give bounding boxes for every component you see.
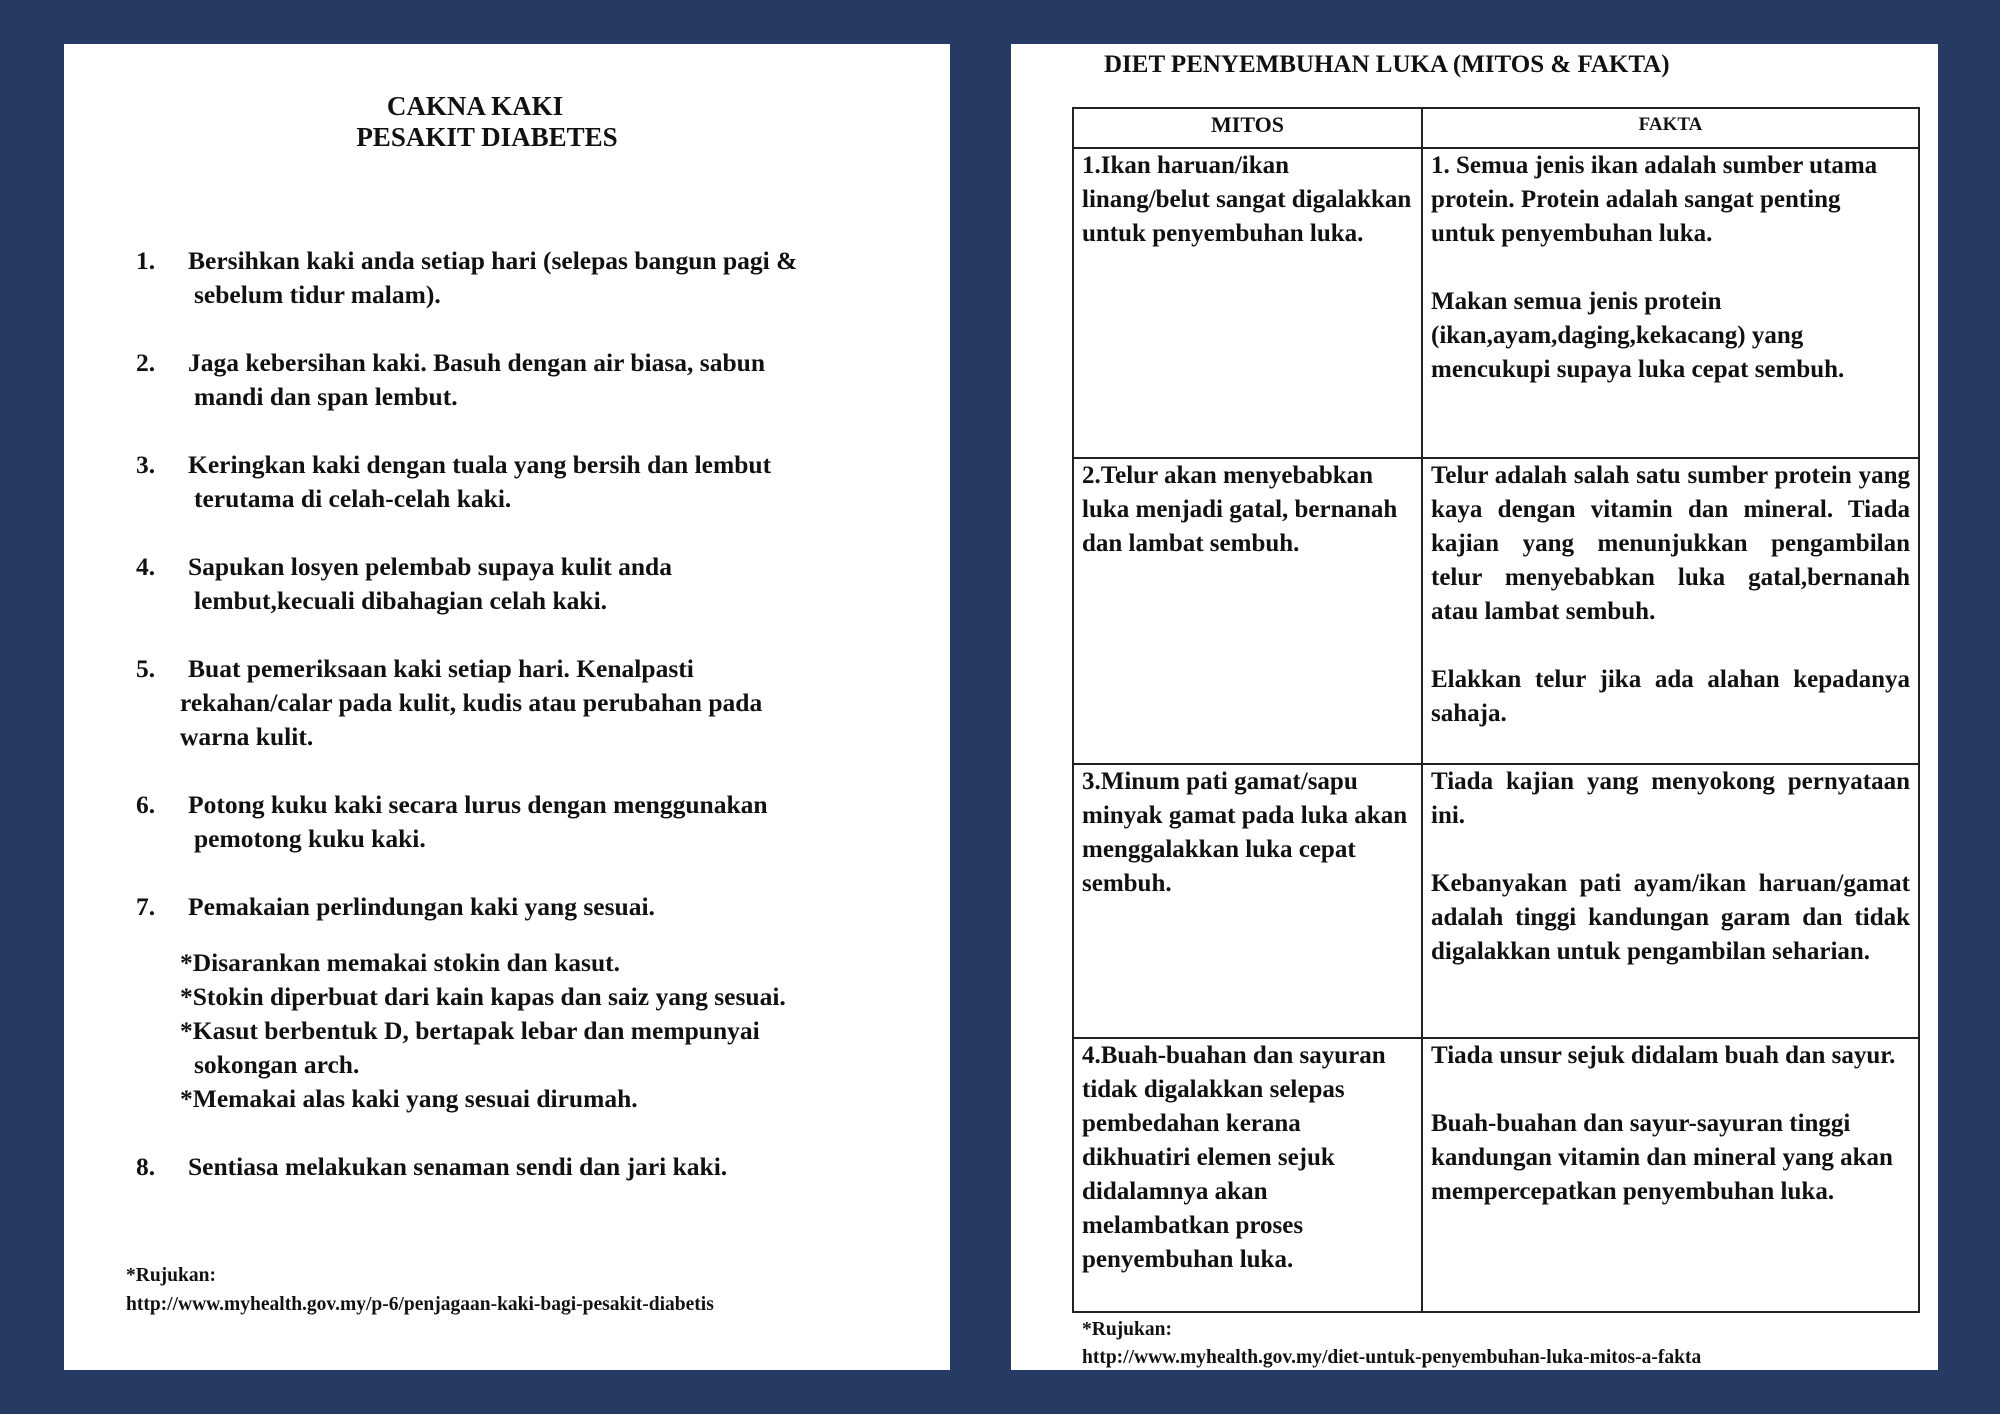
list-item-text-cont: pemotong kuku kaki.: [194, 824, 426, 853]
list-item: [136, 346, 926, 414]
fakta-paragraph: 1. Semua jenis ikan adalah sumber utama protein. Protein adalah sangat penting untuk penyembuhan luka.: [1431, 152, 1878, 247]
fakta-paragraph: Buah-buahan dan sayur-sayuran tinggi kandungan vitamin dan mineral yang akan mempercepatkan penyembuhan luka.: [1431, 1110, 1893, 1205]
fakta-paragraph: Tiada kajian yang menyokong pernyataan ini.: [1431, 768, 1910, 829]
list-item-text-cont: terutama di celah-celah kaki.: [194, 484, 512, 513]
list-item-text-cont: sebelum tidur malam).: [194, 280, 441, 309]
table-cell-mitos: 3.Minum pati gamat/sapu minyak gamat pada luka akan menggalakkan luka cepat sembuh.: [1073, 764, 1422, 1038]
table-cell-fakta: [1422, 458, 1919, 764]
list-item-number: 7.: [136, 892, 156, 921]
list-item: [136, 1150, 926, 1184]
list-item-text: Sentiasa melakukan senaman sendi dan jari kaki.: [188, 1152, 728, 1181]
footwear-sublist: [136, 946, 926, 1116]
column-header-fakta: FAKTA: [1422, 108, 1919, 148]
list-item-text: Buat pemeriksaan kaki setiap hari. Kenalpasti: [188, 654, 694, 683]
table-cell-mitos: 1.Ikan haruan/ikan linang/belut sangat digalakkan untuk penyembuhan luka.: [1073, 148, 1422, 458]
sub-list-item-text: *Disarankan memakai stokin dan kasut.: [180, 948, 620, 977]
table-cell-fakta: [1422, 764, 1919, 1038]
list-item: [136, 550, 926, 618]
list-item-number: 6.: [136, 790, 156, 819]
table-cell-mitos: 4.Buah-buahan dan sayuran tidak digalakkan selepas pembedahan kerana dikhuatiri elemen sejuk didalamnya akan melambatkan proses penyembuhan luka.: [1073, 1038, 1422, 1312]
list-item-text-cont: lembut,kecuali dibahagian celah kaki.: [194, 586, 608, 615]
list-item-text: Pemakaian perlindungan kaki yang sesuai.: [188, 892, 655, 921]
fakta-paragraph: Elakkan telur jika ada alahan kepadanya sahaja.: [1431, 666, 1910, 727]
list-item-text-cont: rekahan/calar pada kulit, kudis atau perubahan pada: [180, 688, 763, 717]
list-item-text-cont: warna kulit.: [180, 722, 314, 751]
sub-list-item-text: *Memakai alas kaki yang sesuai dirumah.: [180, 1084, 638, 1113]
reference: [126, 1261, 714, 1319]
list-item: [136, 448, 926, 516]
right-page: [1011, 44, 1938, 1370]
fakta-paragraph: Kebanyakan pati ayam/ikan haruan/gamat adalah tinggi kandungan garam dan tidak digalakkan untuk pengambilan seharian.: [1431, 870, 1910, 965]
list-item: [136, 890, 926, 1116]
list-item-text: Sapukan losyen pelembab supaya kulit anda: [188, 552, 672, 581]
reference-url[interactable]: http://www.myhealth.gov.my/diet-untuk-penyembuhan-luka-mitos-a-fakta: [1082, 1347, 1702, 1368]
fakta-paragraph: Tiada unsur sejuk didalam buah dan sayur.: [1431, 1042, 1896, 1069]
list-item-text: Jaga kebersihan kaki. Basuh dengan air biasa, sabun: [188, 348, 766, 377]
table-row: [1073, 148, 1919, 458]
list-item-text-cont: mandi dan span lembut.: [194, 382, 458, 411]
list-item-text: Bersihkan kaki anda setiap hari (selepas bangun pagi &: [188, 246, 798, 275]
sub-list-item: [136, 1082, 926, 1116]
list-item: [136, 244, 926, 312]
list-item-number: 3.: [136, 450, 156, 479]
list-item-number: 2.: [136, 348, 156, 377]
reference-label: *Rujukan:: [1082, 1319, 1172, 1340]
column-header-mitos: MITOS: [1073, 108, 1422, 148]
sub-list-item: [136, 946, 926, 980]
page-title-line1: CAKNA KAKI: [386, 91, 564, 121]
list-item-text: Keringkan kaki dengan tuala yang bersih dan lembut: [188, 450, 772, 479]
reference-url[interactable]: http://www.myhealth.gov.my/p-6/penjagaan-kaki-bagi-pesakit-diabetis: [126, 1294, 714, 1315]
table-cell-mitos: 2.Telur akan menyebabkan luka menjadi gatal, bernanah dan lambat sembuh.: [1073, 458, 1422, 764]
list-item: [136, 652, 926, 754]
fakta-paragraph: Makan semua jenis protein (ikan,ayam,daging,kekacang) yang mencukupi supaya luka cepat sembuh.: [1431, 288, 1845, 383]
foot-care-list: [136, 244, 926, 1184]
table-row: [1073, 458, 1919, 764]
reference-label: *Rujukan:: [126, 1265, 216, 1286]
table-header-row: [1073, 108, 1919, 148]
sub-list-item-text-cont: sokongan arch.: [194, 1050, 360, 1079]
table-cell-fakta: [1422, 148, 1919, 458]
sub-list-item: [136, 980, 926, 1014]
sub-list-item: [136, 1014, 926, 1082]
table-row: [1073, 764, 1919, 1038]
list-item-text: Potong kuku kaki secara lurus dengan menggunakan: [188, 790, 768, 819]
sub-list-item-text: *Kasut berbentuk D, bertapak lebar dan mempunyai: [180, 1016, 760, 1045]
table-row: [1073, 1038, 1919, 1312]
list-item-number: 4.: [136, 552, 156, 581]
page-title-line2: PESAKIT DIABETES: [356, 122, 618, 152]
left-page: [64, 44, 950, 1370]
list-item: [136, 788, 926, 856]
myth-fact-table: [1072, 107, 1920, 1313]
list-item-number: 5.: [136, 654, 156, 683]
table-cell-fakta: [1422, 1038, 1919, 1312]
fakta-paragraph: Telur adalah salah satu sumber protein yang kaya dengan vitamin dan mineral. Tiada kajian yang menunjukkan pengambilan telur menyebabkan luka gatal,bernanah atau lambat sembuh.: [1431, 462, 1910, 625]
page-title: DIET PENYEMBUHAN LUKA (MITOS & FAKTA): [1104, 51, 1670, 78]
list-item-number: 8.: [136, 1152, 156, 1181]
reference: [1082, 1316, 1701, 1372]
sub-list-item-text: *Stokin diperbuat dari kain kapas dan saiz yang sesuai.: [180, 982, 786, 1011]
list-item-number: 1.: [136, 246, 156, 275]
